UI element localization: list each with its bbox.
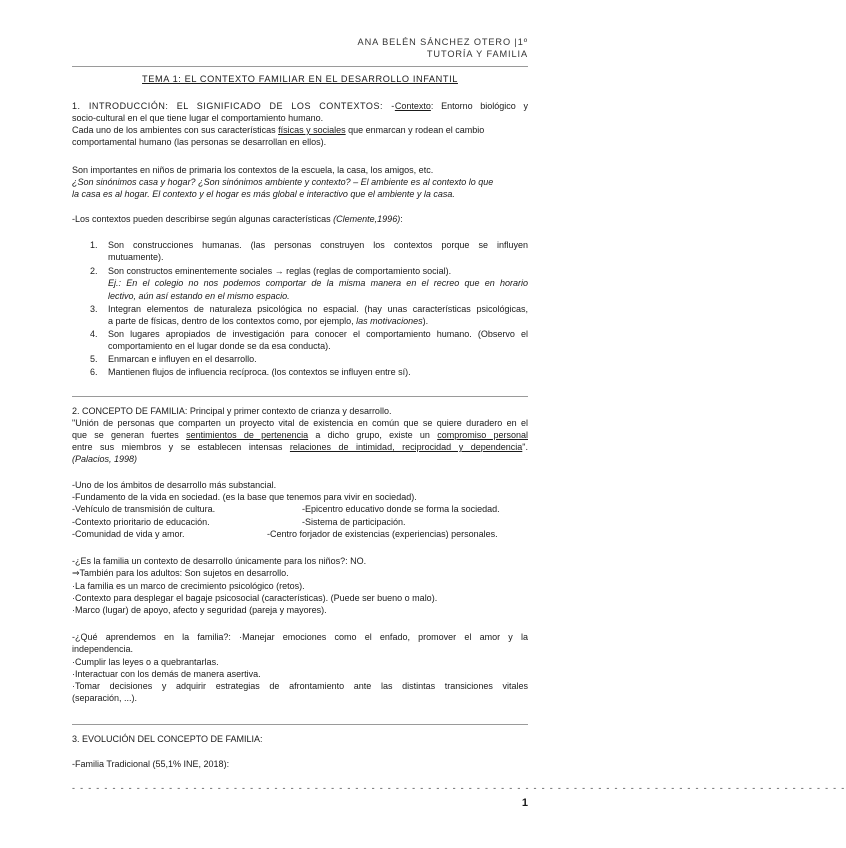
section1-line2: socio-cultural en el que tiene lugar el comportamiento humano. [72, 113, 324, 123]
list-example: lectivo, aún así estando en el mismo espacio. [108, 290, 290, 301]
traditional-family: -Familia Tradicional (55,1% INE, 2018): [72, 759, 230, 769]
list-example: Ej.: En el colegio no nos podemos comportar de la misma manera en el recreo que en horario [108, 278, 528, 289]
p2-text-b: que enmarcan y rodean el cambio [345, 125, 485, 135]
list-text: comportamiento en el lugar donde se da esa conducta). [108, 341, 331, 352]
list-number: 3. [90, 304, 98, 314]
p2-underlined: físicas y sociales [278, 125, 346, 135]
p2-text-a: Cada uno de los ambientes con sus características [72, 125, 279, 135]
family-quote-citation: (Palacios, 1998) [72, 454, 138, 464]
quote-underlined: relaciones de intimidad, reciprocidad y dependencia [289, 442, 523, 452]
family-bullet: -Vehículo de transmisión de cultura. [72, 504, 216, 514]
family-quote-line1: "Unión de personas que comparten un proyecto vital de existencia en común que se quiere duradero en el [72, 418, 528, 428]
adult-item: ·La familia es un marco de crecimiento psicológico (retos). [72, 581, 305, 591]
family-bullet-row [72, 516, 528, 528]
contexto-term: Contexto [394, 101, 431, 111]
family-bullet: -Uno de los ámbitos de desarrollo más substancial. [72, 480, 277, 490]
section1-paragraph2-line2: comportamental humano (las personas se desarrollan en ellos). [72, 137, 327, 147]
list-text-a: a parte de físicas, dentro de los contextos como, por ejemplo, [108, 316, 357, 327]
section1-question-line2: la casa es al hogar. El contexto y el hogar es más global e interactivo que el ambiente y la casa. [72, 189, 455, 199]
section-divider [72, 724, 528, 725]
section1-heading: 1. INTRODUCCIÓN: EL SIGNIFICADO DE LOS CONTEXTOS: - [72, 101, 395, 111]
list-number: 6. [90, 367, 98, 377]
learn-question-line2: independencia. [72, 644, 134, 654]
header-divider [72, 66, 528, 67]
quote-text: a dicho grupo, existe un [308, 430, 438, 440]
learn-item-continuation: (separación, ...). [72, 693, 138, 703]
list-text-b: ). [422, 316, 429, 327]
adult-item: ·Marco (lugar) de apoyo, afecto y seguridad (pareja y mayores). [72, 605, 327, 615]
learn-question-line1: -¿Qué aprendemos en la familia?: ·Manejar emociones como el enfado, promover el amor y la [72, 632, 528, 642]
learn-item: ·Tomar decisiones y adquirir estrategias de afrontamiento ante las distintas transiciones vitales [72, 681, 528, 691]
characteristics-text: -Los contextos pueden describirse según algunas características [72, 214, 334, 224]
family-bullet: -Fundamento de la vida en sociedad. (es la base que tenemos para vivir en sociedad). [72, 492, 417, 502]
family-bullet: -Sistema de participación. [302, 517, 406, 527]
section1-characteristics-intro [72, 213, 528, 225]
section2-heading: 2. CONCEPTO DE FAMILIA: Principal y primer contexto de crianza y desarrollo. [72, 406, 392, 416]
list-item [72, 353, 528, 366]
list-text: Son lugares apropiados de investigación para conocer el comportamiento humano. (Observo el [108, 329, 528, 339]
list-item [72, 303, 528, 329]
footer-dashed-line: - - - - - - - - - - - - - - - - - - - - - - - - - - - - - - - - - - - - - - - - - - - - - - - - - - - - - - - - - - - - - - - - - - - - - - - - - - - - - - - - - - - - - - - - - - - - - - - - [72, 783, 846, 793]
list-text: Son construcciones humanas. (las personas construyen los contextos porque se influyen [108, 240, 528, 250]
contexto-definition: : Entorno biológico y [430, 101, 528, 111]
section1-important: Son importantes en niños de primaria los contextos de la escuela, la casa, los amigos, etc. [72, 165, 434, 175]
header-subject: TUTORÍA Y FAMILIA [426, 49, 528, 59]
quote-text: que se generan fuertes [72, 430, 187, 440]
characteristics-citation: (Clemente,1996) [333, 214, 401, 224]
header-author: ANA BELÉN SÁNCHEZ OTERO |1º [357, 37, 528, 47]
family-bullet-row [72, 503, 528, 515]
document-title: TEMA 1: EL CONTEXTO FAMILIAR EN EL DESARROLLO INFANTIL [142, 74, 458, 84]
list-text-italic: las motivaciones [356, 316, 423, 327]
family-bullet-row [72, 528, 528, 540]
list-text [108, 315, 528, 327]
section1-question-line1: ¿Son sinónimos casa y hogar? ¿Son sinónimos ambiente y contexto? – El ambiente es al contexto lo que [72, 177, 494, 187]
list-text: Son constructos eminentemente sociales → reglas (reglas de comportamiento social). [108, 266, 452, 276]
section1-heading-line [72, 100, 528, 112]
list-number: 4. [90, 329, 98, 339]
learn-item: ·Cumplir las leyes o a quebrantarlas. [72, 657, 219, 667]
quote-text: entre sus miembros y se establecen intensas [72, 442, 290, 452]
characteristics-colon: : [400, 214, 403, 224]
list-item [72, 239, 528, 265]
quote-text: ". [522, 442, 528, 452]
list-number: 2. [90, 266, 98, 276]
list-item [72, 366, 528, 379]
family-quote-line2 [72, 429, 528, 441]
section3-heading: 3. EVOLUCIÓN DEL CONCEPTO DE FAMILIA: [72, 734, 263, 744]
list-number: 1. [90, 240, 98, 250]
only-children-question: -¿Es la familia un contexto de desarrollo únicamente para los niños?: NO. [72, 556, 367, 566]
page-number: 1 [521, 797, 528, 809]
family-bullet: -Centro forjador de existencias (experiencias) personales. [267, 529, 498, 539]
family-bullet: -Epicentro educativo donde se forma la sociedad. [302, 504, 500, 514]
list-item [72, 328, 528, 354]
adult-item: ·Contexto para desplegar el bagaje psicosocial (características). (Puede ser bueno o malo). [72, 593, 438, 603]
family-bullet: -Comunidad de vida y amor. [72, 529, 185, 539]
adults-line: ⇒También para los adultos: Son sujetos en desarrollo. [72, 568, 289, 578]
family-quote-line3 [72, 441, 528, 453]
list-item [72, 265, 528, 303]
list-text: Mantienen flujos de influencia recíproca. (los contextos se influyen entre sí). [108, 367, 411, 377]
section-divider [72, 396, 528, 397]
list-number: 5. [90, 354, 98, 364]
list-text: Enmarcan e influyen en el desarrollo. [108, 354, 257, 364]
list-text: Integran elementos de naturaleza psicológica no espacial. (hay unas características psicológicas, [108, 304, 528, 314]
section1-paragraph2 [72, 124, 528, 136]
list-text: mutuamente). [108, 252, 164, 263]
quote-underlined: compromiso personal [437, 430, 528, 440]
learn-item: ·Interactuar con los demás de manera asertiva. [72, 669, 261, 679]
quote-underlined: sentimientos de pertenencia [186, 430, 309, 440]
family-bullet: -Contexto prioritario de educación. [72, 517, 210, 527]
